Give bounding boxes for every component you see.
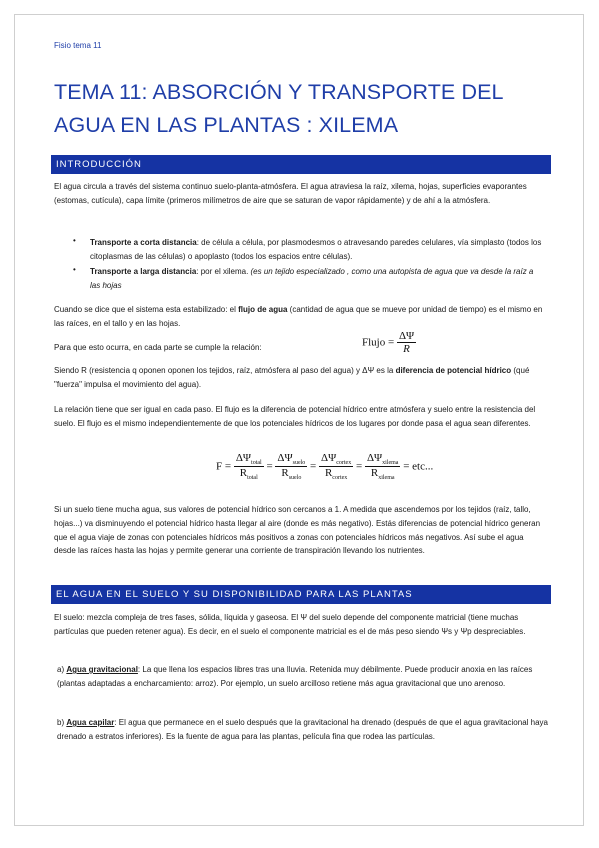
term-numerator: ΔΨ bbox=[235, 452, 252, 464]
term-subscript: suelo bbox=[292, 460, 306, 467]
term-agua-gravitacional: Agua gravitacional bbox=[66, 665, 138, 674]
equation-flux-chain: F = $\frac{\Delta\Psi_{total}}{R_{total}}$ = $\frac{\Delta\Psi_{suelo}}{R_{suelo}}$ = $\frac{\Delta\Psi_{cortex}}{R_{cortex}}$ = $\frac{\Delta\Psi_{xilema}}{R_{xilema}}$ = etc... bbox=[216, 452, 434, 482]
paragraph-soil-potential: Si un suelo tiene mucha agua, sus valores de potencial hídrico son cercanos a 1. A medida que ascendemos por los tejidos (raíz, tallo, hojas...) va disminuyendo el potencial hídrico hasta llegar al aire (donde es más negativo). Estás diferencias de potencial hídrico generan que el agua viaje de zonas con potenciales hídricos más positivos a zonas con potenciales hídricos más negativos. Así sube el agua desde las raíces hasta las hojas y permite generar una corriente de transpiración llevando los nutrientes. bbox=[54, 505, 541, 556]
term-agua-capilar: Agua capilar bbox=[66, 718, 115, 727]
term-subscript: xilema bbox=[382, 460, 399, 467]
section-heading-agua-suelo: EL AGUA EN EL SUELO Y SU DISPONIBILIDAD PARA LAS PLANTAS bbox=[51, 585, 551, 604]
term-potencial-hidrico: diferencia de potencial hídrico bbox=[395, 366, 512, 375]
bullet-long-distance-note: (es un tejido especializado , como una autopista de agua que va desde la raíz a las hojas bbox=[90, 267, 534, 290]
term-denominator: R bbox=[370, 467, 379, 480]
item-label: a) bbox=[57, 665, 67, 674]
text-run: : El agua que permanece en el suelo después que la gravitacional ha drenado (después de que el agua gravitacional haya drenado a estratos inferiores). Es la fuente de agua para las plantas, película fina que rodea las partículas. bbox=[57, 718, 548, 741]
section-heading-introduccion: INTRODUCCIÓN bbox=[51, 155, 551, 174]
bullet-long-distance-text: : por el xilema. bbox=[196, 267, 251, 276]
page-title: TEMA 11: ABSORCIÓN Y TRANSPORTE DEL AGUA EN LAS PLANTAS : XILEMA bbox=[54, 80, 503, 137]
bullet-short-distance-term: Transporte a corta distancia bbox=[90, 238, 197, 247]
item-label: b) bbox=[57, 718, 67, 727]
text-run: : La que llena los espacios libres tras una lluvia. Retenida muy débilmente. Puede producir anoxia en las raíces (plantas adaptadas a encharcamiento: arroz). Por ejemplo, un suelo arcilloso retiene más agua gravitacional que uno arenoso. bbox=[57, 665, 533, 688]
term-numerator: ΔΨ bbox=[366, 452, 383, 464]
term-denominator: R bbox=[324, 467, 333, 480]
paragraph-capillary-water bbox=[57, 716, 549, 744]
equation-denominator: R bbox=[403, 343, 410, 355]
paragraph-stable-flow bbox=[54, 303, 546, 331]
term-subscript: total bbox=[247, 475, 258, 482]
bullet-marker: • bbox=[73, 265, 76, 274]
term-numerator: ΔΨ bbox=[321, 452, 337, 464]
term-subscript: total bbox=[251, 460, 262, 467]
text-run: (qué "fuerza" impulsa el movimiento del agua). bbox=[54, 366, 530, 389]
paragraph-relation: Para que esto ocurra, en cada parte se cumple la relación: bbox=[54, 343, 262, 352]
running-header: Fisio tema 11 bbox=[54, 41, 102, 50]
equation-term bbox=[234, 452, 264, 481]
bullet-marker: • bbox=[73, 236, 76, 245]
term-subscript: cortex bbox=[336, 460, 352, 467]
paragraph-relation-steps: La relación tiene que ser igual en cada paso. El flujo es la diferencia de potencial hídrico entre atmósfera y suelo entre la resistencia del suelo. El flujo es el mismo independientemente de que los potenciales hídricos de los lugares por donde pasa el agua sean diferentes. bbox=[54, 405, 536, 428]
equation-term bbox=[319, 452, 353, 481]
text-run: Cuando se dice que el sistema esta estabilizado: el bbox=[54, 305, 239, 314]
equation-lhs: Flujo = bbox=[362, 336, 395, 349]
term-denominator: R bbox=[239, 467, 248, 480]
equation-lhs: F = bbox=[216, 460, 232, 473]
paragraph-intro: El agua circula a través del sistema continuo suelo-planta-atmósfera. El agua atraviesa la raíz, xilema, hojas, superficies evaporantes (estomas, cutícula), capa límite (primeros milímetros de aire que se saturan de vapor rápidamente) y de ahí a la atmósfera. bbox=[54, 182, 527, 205]
term-denominator: R bbox=[281, 467, 289, 480]
bullet-short-distance-text: : de célula a célula, por plasmodesmos o atravesando paredes celulares, vía simplasto (todos los citoplasmas de las células) o apoplasto (todos los espacios entre células). bbox=[90, 238, 542, 261]
equation-numerator: ΔΨ bbox=[398, 330, 415, 342]
equation-term bbox=[275, 452, 307, 481]
term-subscript: cortex bbox=[332, 475, 348, 482]
bullet-short-distance bbox=[90, 236, 545, 264]
term-subscript: xilema bbox=[378, 475, 395, 482]
term-flujo-de-agua: flujo de agua bbox=[238, 305, 288, 314]
paragraph-resistance bbox=[54, 364, 546, 392]
bullet-long-distance-term: Transporte a larga distancia bbox=[90, 267, 197, 276]
term-numerator: ΔΨ bbox=[277, 452, 293, 464]
bullet-long-distance bbox=[90, 265, 545, 293]
text-run: Siendo R (resistencia q oponen oponen los tejidos, raíz, atmósfera al paso del agua) y ΔΨ es la bbox=[54, 366, 396, 375]
equation-tail: = etc... bbox=[403, 460, 434, 473]
paragraph-gravitational-water bbox=[57, 663, 549, 691]
term-subscript: suelo bbox=[288, 475, 302, 482]
paragraph-soil: El suelo: mezcla compleja de tres fases, sólida, líquida y gaseosa. El Ψ del suelo depende del componente matricial (tiene muchas partículas que pueden retener agua). Es decir, en el suelo el componente matricial es el de más peso siendo Ψs y Ψp despreciables. bbox=[54, 613, 526, 636]
equation-term bbox=[365, 452, 401, 481]
equation-flujo bbox=[362, 330, 416, 355]
text-run: (cantidad de agua que se mueve por unidad de tiempo) es el mismo en las raíces, en el tallo y en las hojas. bbox=[54, 305, 543, 328]
equation-fraction bbox=[397, 330, 416, 355]
